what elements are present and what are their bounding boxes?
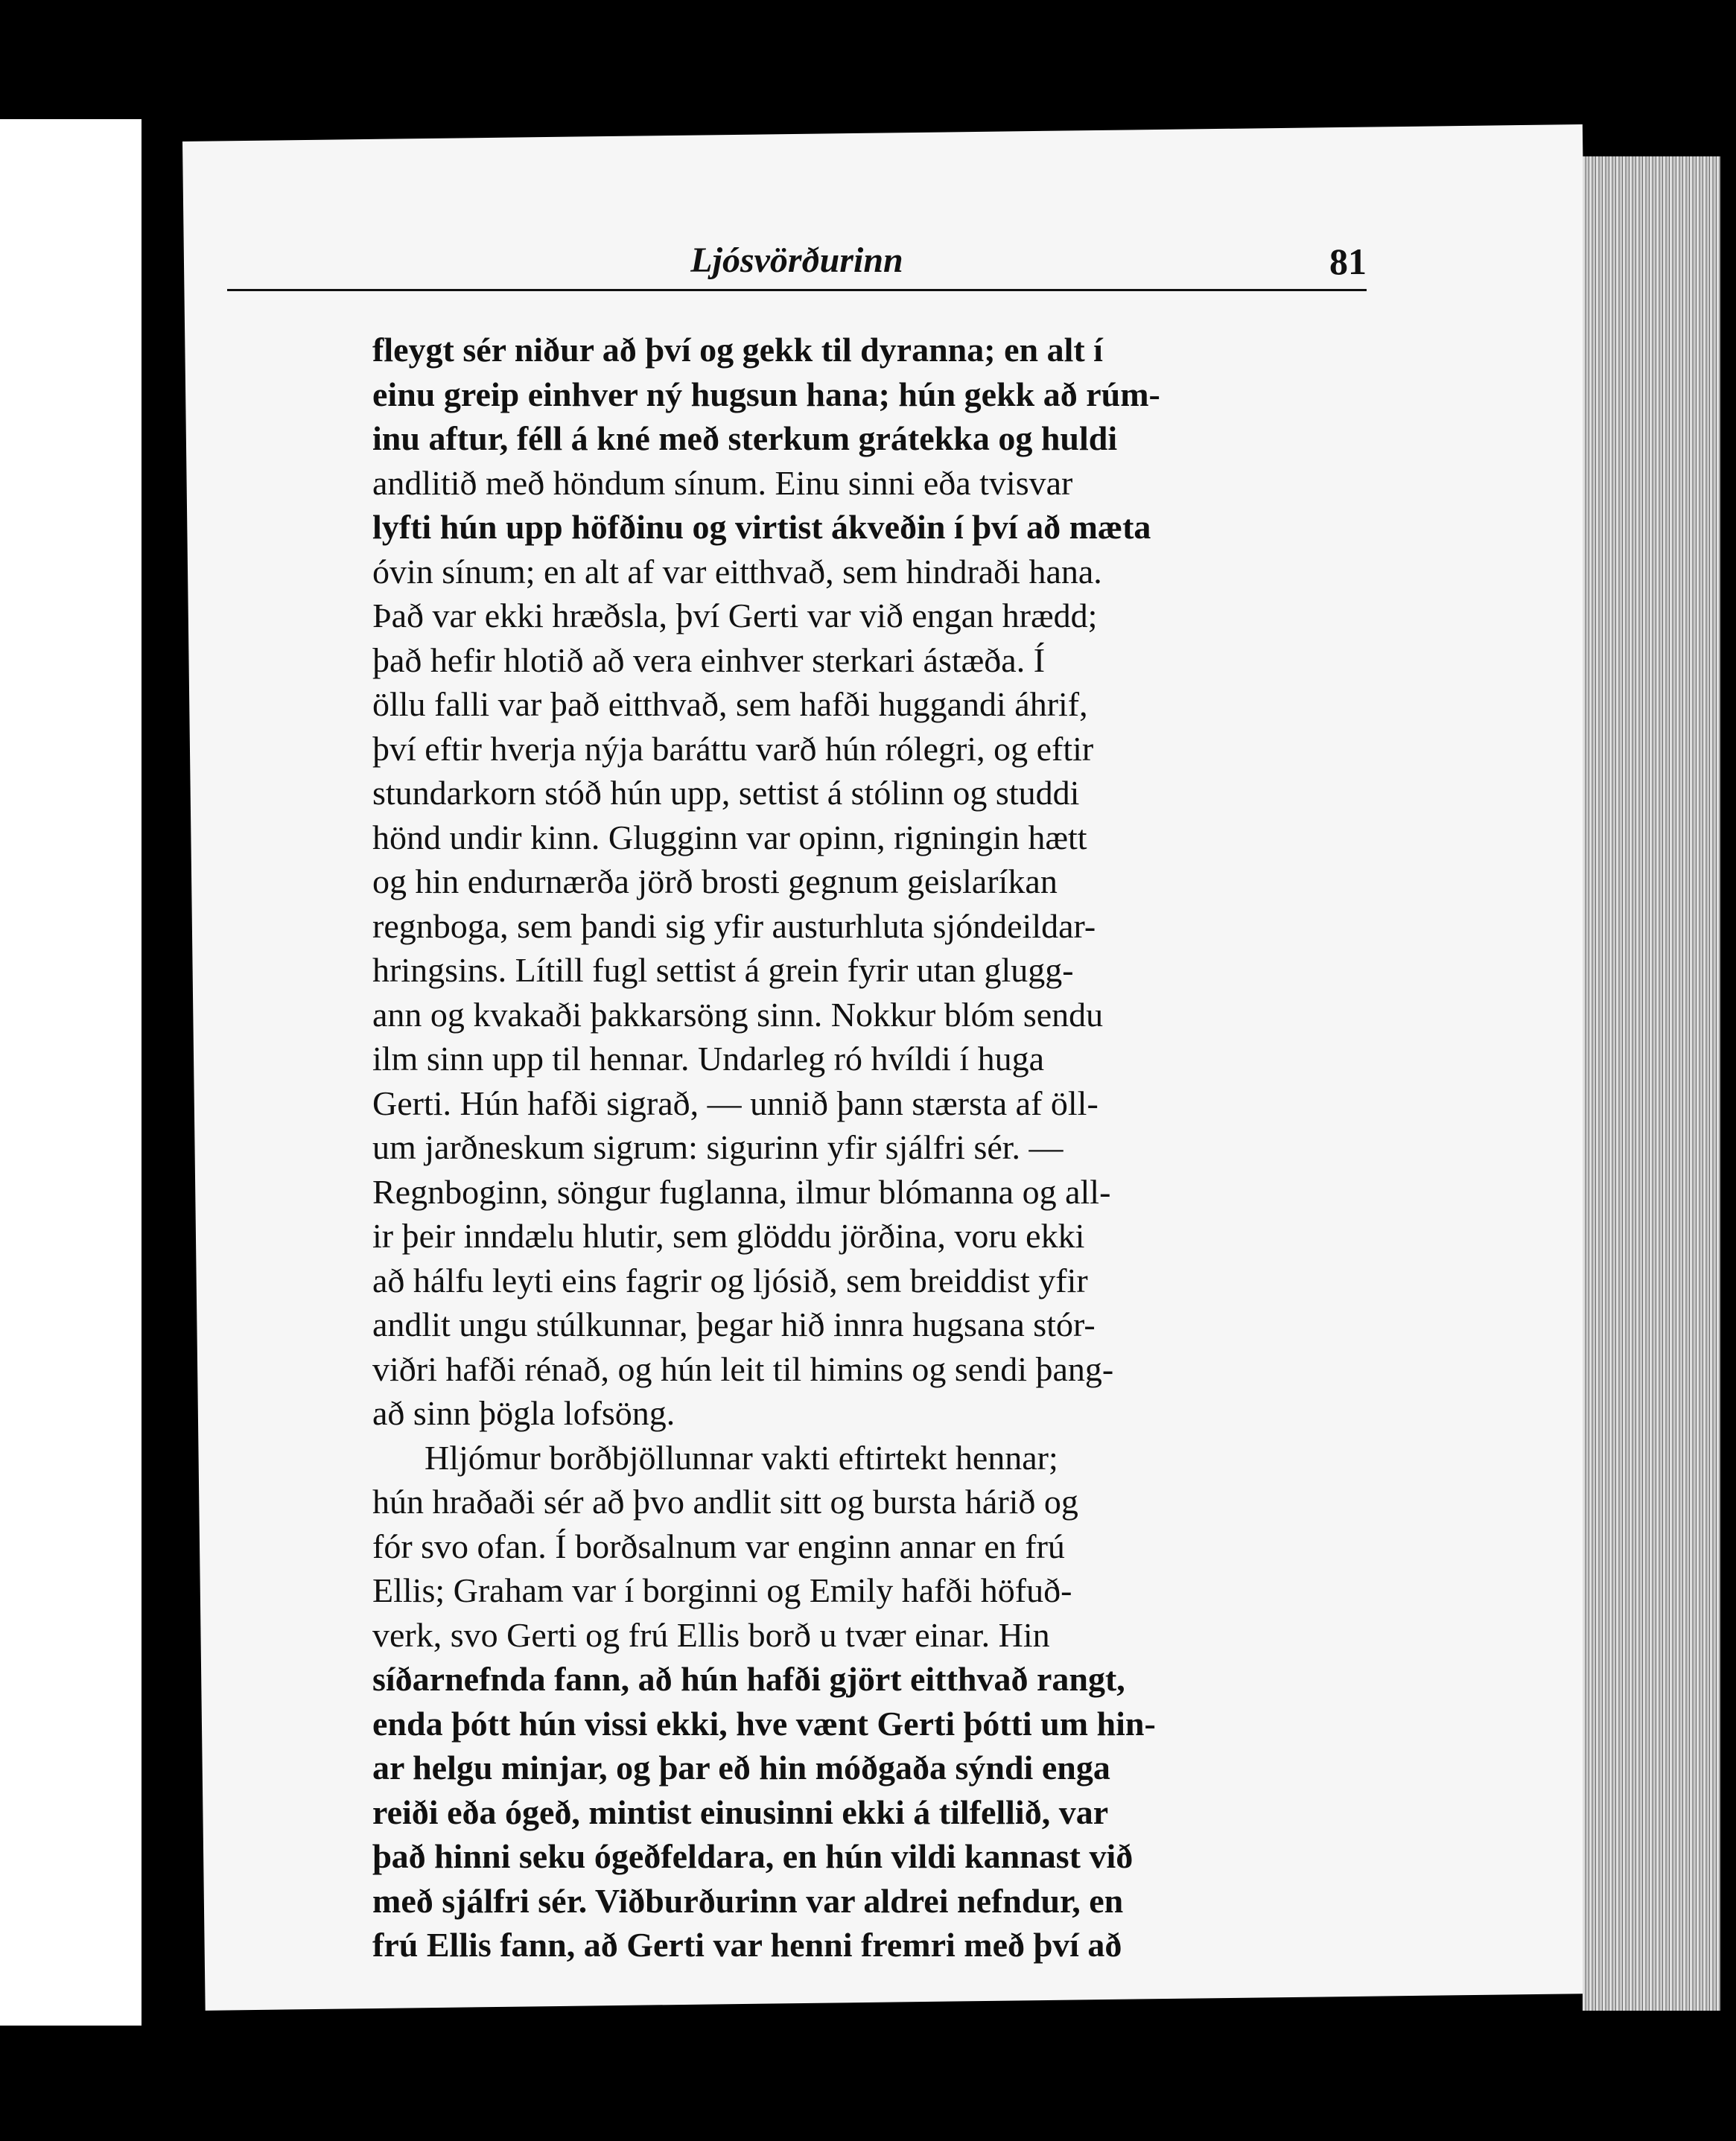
text-line: öllu falli var það eitthvað, sem hafði huggandi áhrif, bbox=[372, 685, 1088, 723]
text-line: það hinni seku ógeðfeldara, en hún vildi kannast við bbox=[372, 1837, 1134, 1875]
text-line: hringsins. Lítill fugl settist á grein fyrir utan glugg- bbox=[372, 951, 1074, 989]
text-line: Regnboginn, söngur fuglanna, ilmur blómanna og all- bbox=[372, 1172, 1111, 1211]
text-line: Gerti. Hún hafði sigrað, — unnið þann stærsta af öll- bbox=[372, 1084, 1098, 1122]
text-line: inu aftur, féll á kné með sterkum grátekka og huldi bbox=[372, 419, 1118, 457]
left-page-edge bbox=[0, 119, 142, 2026]
text-line: einu greip einhver ný hugsun hana; hún gekk að rúm- bbox=[372, 375, 1160, 413]
text-line: óvin sínum; en alt af var eitthvað, sem hindraði hana. bbox=[372, 552, 1102, 591]
text-line: frú Ellis fann, að Gerti var henni fremri með því að bbox=[372, 1926, 1122, 1964]
text-line: andlitið með höndum sínum. Einu sinni eða tvisvar bbox=[372, 463, 1073, 502]
text-line: ilm sinn upp til hennar. Undarleg ró hvíldi í huga bbox=[372, 1040, 1044, 1078]
text-line: fleygt sér niður að því og gekk til dyranna; en alt í bbox=[372, 331, 1103, 369]
text-line: ir þeir inndælu hlutir, sem glöddu jörðina, voru ekki bbox=[372, 1217, 1085, 1255]
text-line: viðri hafði rénað, og hún leit til himins og sendi þang- bbox=[372, 1349, 1114, 1388]
text-line: að sinn þögla lofsöng. bbox=[372, 1394, 675, 1432]
gutter-shadow bbox=[142, 119, 182, 2026]
text-line: andlit ungu stúlkunnar, þegar hið innra hugsana stór- bbox=[372, 1305, 1096, 1343]
page-fore-edge bbox=[1583, 156, 1720, 2011]
text-line: Hljómur borðbjöllunnar vakti eftirtekt hennar; bbox=[425, 1438, 1058, 1477]
text-line: reiði eða ógeð, mintist einusinni ekki á tilfellið, var bbox=[372, 1792, 1109, 1831]
text-line: hún hraðaði sér að þvo andlit sitt og bursta hárið og bbox=[372, 1483, 1078, 1521]
text-line: og hin endurnærða jörð brosti gegnum geislaríkan bbox=[372, 862, 1058, 900]
text-line: ann og kvakaði þakkarsöng sinn. Nokkur blóm sendu bbox=[372, 995, 1104, 1034]
text-line: lyfti hún upp höfðinu og virtist ákveðin í því að mæta bbox=[372, 508, 1151, 546]
text-line: það hefir hlotið að vera einhver sterkari ástæða. Í bbox=[372, 640, 1046, 679]
text-line: Það var ekki hræðsla, því Gerti var við engan hrædd; bbox=[372, 597, 1098, 634]
page-number: 81 bbox=[1329, 241, 1367, 282]
text-line: stundarkorn stóð hún upp, settist á stólinn og studdi bbox=[372, 774, 1080, 812]
text-line: verk, svo Gerti og frú Ellis borð u tvær einar. Hin bbox=[372, 1615, 1050, 1654]
text-line: enda þótt hún vissi ekki, hve vænt Gerti þótti um hin- bbox=[372, 1704, 1156, 1743]
text-line: að hálfu leyti eins fagrir og ljósið, sem breiddist yfir bbox=[372, 1261, 1088, 1299]
body-text bbox=[372, 328, 1370, 1967]
text-line: síðarnefnda fann, að hún hafði gjört eitthvað rangt, bbox=[372, 1660, 1125, 1698]
text-line: því eftir hverja nýja baráttu varð hún rólegri, og eftir bbox=[372, 729, 1094, 768]
text-line: fór svo ofan. Í borðsalnum var enginn annar en frú bbox=[372, 1527, 1065, 1565]
text-line: um jarðneskum sigrum: sigurinn yfir sjálfri sér. — bbox=[372, 1128, 1063, 1166]
text-line: Ellis; Graham var í borginni og Emily hafði höfuð- bbox=[372, 1571, 1072, 1609]
text-line: með sjálfri sér. Viðburðurinn var aldrei nefndur, en bbox=[372, 1881, 1124, 1920]
running-head bbox=[227, 240, 1367, 292]
text-line: regnboga, sem þandi sig yfir austurhluta sjóndeildar- bbox=[372, 906, 1096, 945]
text-line: hönd undir kinn. Glugginn var opinn, rigningin hætt bbox=[372, 818, 1087, 856]
text-line: ar helgu minjar, og þar eð hin móðgaða sýndi enga bbox=[372, 1749, 1110, 1787]
running-title: Ljósvörðurinn bbox=[690, 241, 903, 280]
header-rule bbox=[227, 289, 1367, 291]
